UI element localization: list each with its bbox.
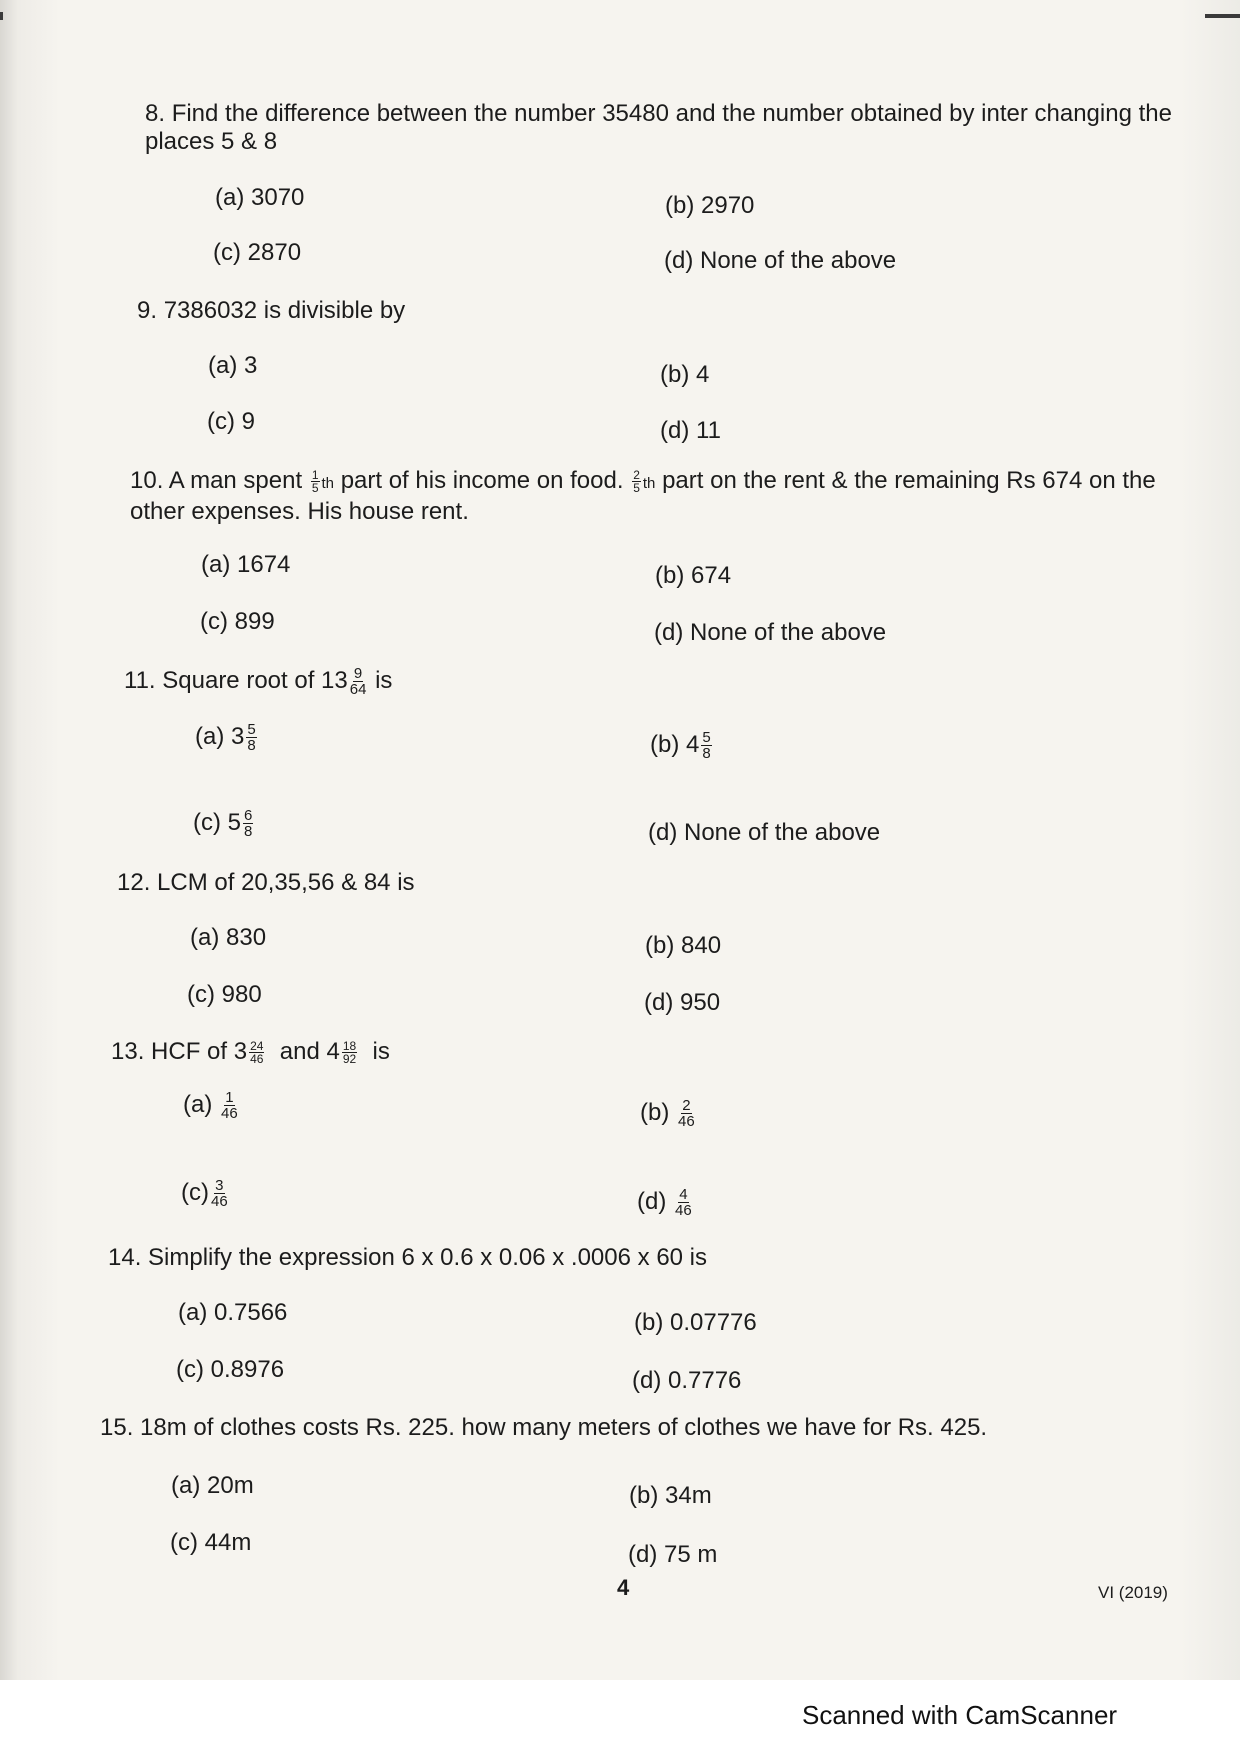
page-number: 4 — [617, 1575, 630, 1600]
camscanner-watermark: Scanned with CamScanner — [802, 1700, 1118, 1730]
option-b: (b) 0.07776 — [634, 1309, 757, 1336]
option-a: (a) 3 $\frac{5}{8}$ — [195, 721, 256, 755]
option-d: (d) 950 — [644, 989, 721, 1016]
question-10 — [130, 467, 1190, 526]
fraction: $\frac{18}{92}$ — [342, 1039, 357, 1067]
question-text: 7386032 is divisible by — [163, 297, 406, 324]
option-c: (c) 980 — [187, 981, 262, 1008]
option-c: (c) 0.8976 — [176, 1356, 285, 1383]
option-c: (c) 2870 — [213, 239, 302, 266]
fraction: $\frac{4}{46}$ — [675, 1186, 692, 1220]
option-a: (a) $\frac{1}{46}$ — [183, 1089, 238, 1123]
question-text: HCF of 3 — [151, 1038, 248, 1065]
option-c: (c) 899 — [200, 608, 275, 635]
option-a: (a) 3070 — [215, 184, 305, 211]
fraction: $\frac{9}{64}$ — [349, 665, 367, 698]
question-text: is — [372, 1038, 390, 1065]
option-a: (a) 20m — [171, 1472, 254, 1499]
option-d: (d) $\frac{4}{46}$ — [637, 1186, 692, 1220]
scan-artifact — [0, 12, 3, 20]
option-b: (b) $\frac{2}{46}$ — [640, 1097, 695, 1131]
option-a: (a) 3 — [208, 352, 258, 379]
option-b: (b) 34m — [629, 1482, 712, 1509]
option-b: (b) 840 — [645, 932, 722, 959]
question-number: 10. — [130, 467, 164, 494]
fraction: $\frac{6}{8}$ — [244, 807, 253, 841]
option-b: (b) 2970 — [665, 192, 755, 219]
question-text: Simplify the expression 6 x 0.6 x 0.06 x .0006 x 60 is — [148, 1244, 708, 1271]
question-14 — [108, 1244, 707, 1272]
option-d: (d) None of the above — [648, 819, 881, 846]
option-d: (d) 11 — [660, 417, 721, 444]
option-d: (d) 75 m — [628, 1541, 718, 1568]
scan-artifact — [1205, 14, 1240, 18]
option-b: (b) 4 — [660, 361, 710, 388]
question-text: LCM of 20,35,56 & 84 is — [157, 869, 415, 896]
option-c: (c) $\frac{3}{46}$ — [181, 1177, 228, 1211]
question-text: Square root of 13 — [162, 666, 348, 694]
question-number: 15. — [100, 1414, 134, 1441]
option-d: (d) 0.7776 — [632, 1367, 742, 1394]
fraction: $\frac{5}{8}$ — [702, 729, 711, 763]
question-text: is — [375, 666, 393, 694]
class-tag: VI (2019) — [1098, 1583, 1168, 1602]
question-8 — [145, 100, 1185, 156]
question-text: Find the difference between the number 35480 and the number obtained by inter changing the places 5 & 8 — [145, 100, 1172, 155]
option-c: (c) 5 $\frac{6}{8}$ — [193, 807, 253, 841]
question-text: A man spent — [168, 467, 303, 494]
option-b: (b) 674 — [655, 562, 732, 589]
option-b: (b) 4 $\frac{5}{8}$ — [650, 729, 711, 763]
question-text: part of his income on food. — [340, 467, 624, 494]
question-13 — [111, 1038, 390, 1066]
question-number: 13. — [111, 1038, 145, 1065]
option-a: (a) 1674 — [201, 551, 291, 578]
question-11 — [124, 666, 392, 697]
option-d: (d) None of the above — [664, 247, 897, 274]
question-9 — [137, 297, 405, 325]
question-number: 8. — [145, 100, 166, 127]
fraction: $\frac{3}{46}$ — [210, 1177, 228, 1211]
option-a: (a) 830 — [190, 924, 267, 951]
fraction: $\frac{1}{5}$ — [311, 468, 319, 496]
fraction: $\frac{1}{46}$ — [221, 1089, 238, 1123]
question-text: 18m of clothes costs Rs. 225. how many meters of clothes we have for Rs. 425. — [140, 1414, 988, 1441]
question-text: part on the rent & the remaining Rs 674 on the other expenses. His house rent. — [130, 467, 1156, 525]
option-d: (d) None of the above — [654, 619, 887, 646]
fraction: $\frac{24}{46}$ — [250, 1039, 264, 1067]
question-number: 9. — [137, 297, 158, 324]
option-c: (c) 9 — [207, 408, 255, 435]
question-number: 11. — [124, 666, 156, 694]
question-number: 12. — [117, 869, 151, 896]
question-number: 14. — [108, 1244, 142, 1271]
fraction: $\frac{5}{8}$ — [247, 721, 256, 755]
fraction: $\frac{2}{46}$ — [678, 1097, 695, 1131]
ordinal-suffix: th — [321, 475, 335, 492]
fraction: $\frac{2}{5}$ — [633, 468, 640, 496]
question-12 — [117, 869, 415, 897]
question-15 — [100, 1414, 1100, 1442]
ordinal-suffix: th — [642, 475, 656, 492]
question-text: and 4 — [279, 1038, 340, 1065]
option-c: (c) 44m — [170, 1529, 252, 1556]
option-a: (a) 0.7566 — [178, 1299, 288, 1326]
